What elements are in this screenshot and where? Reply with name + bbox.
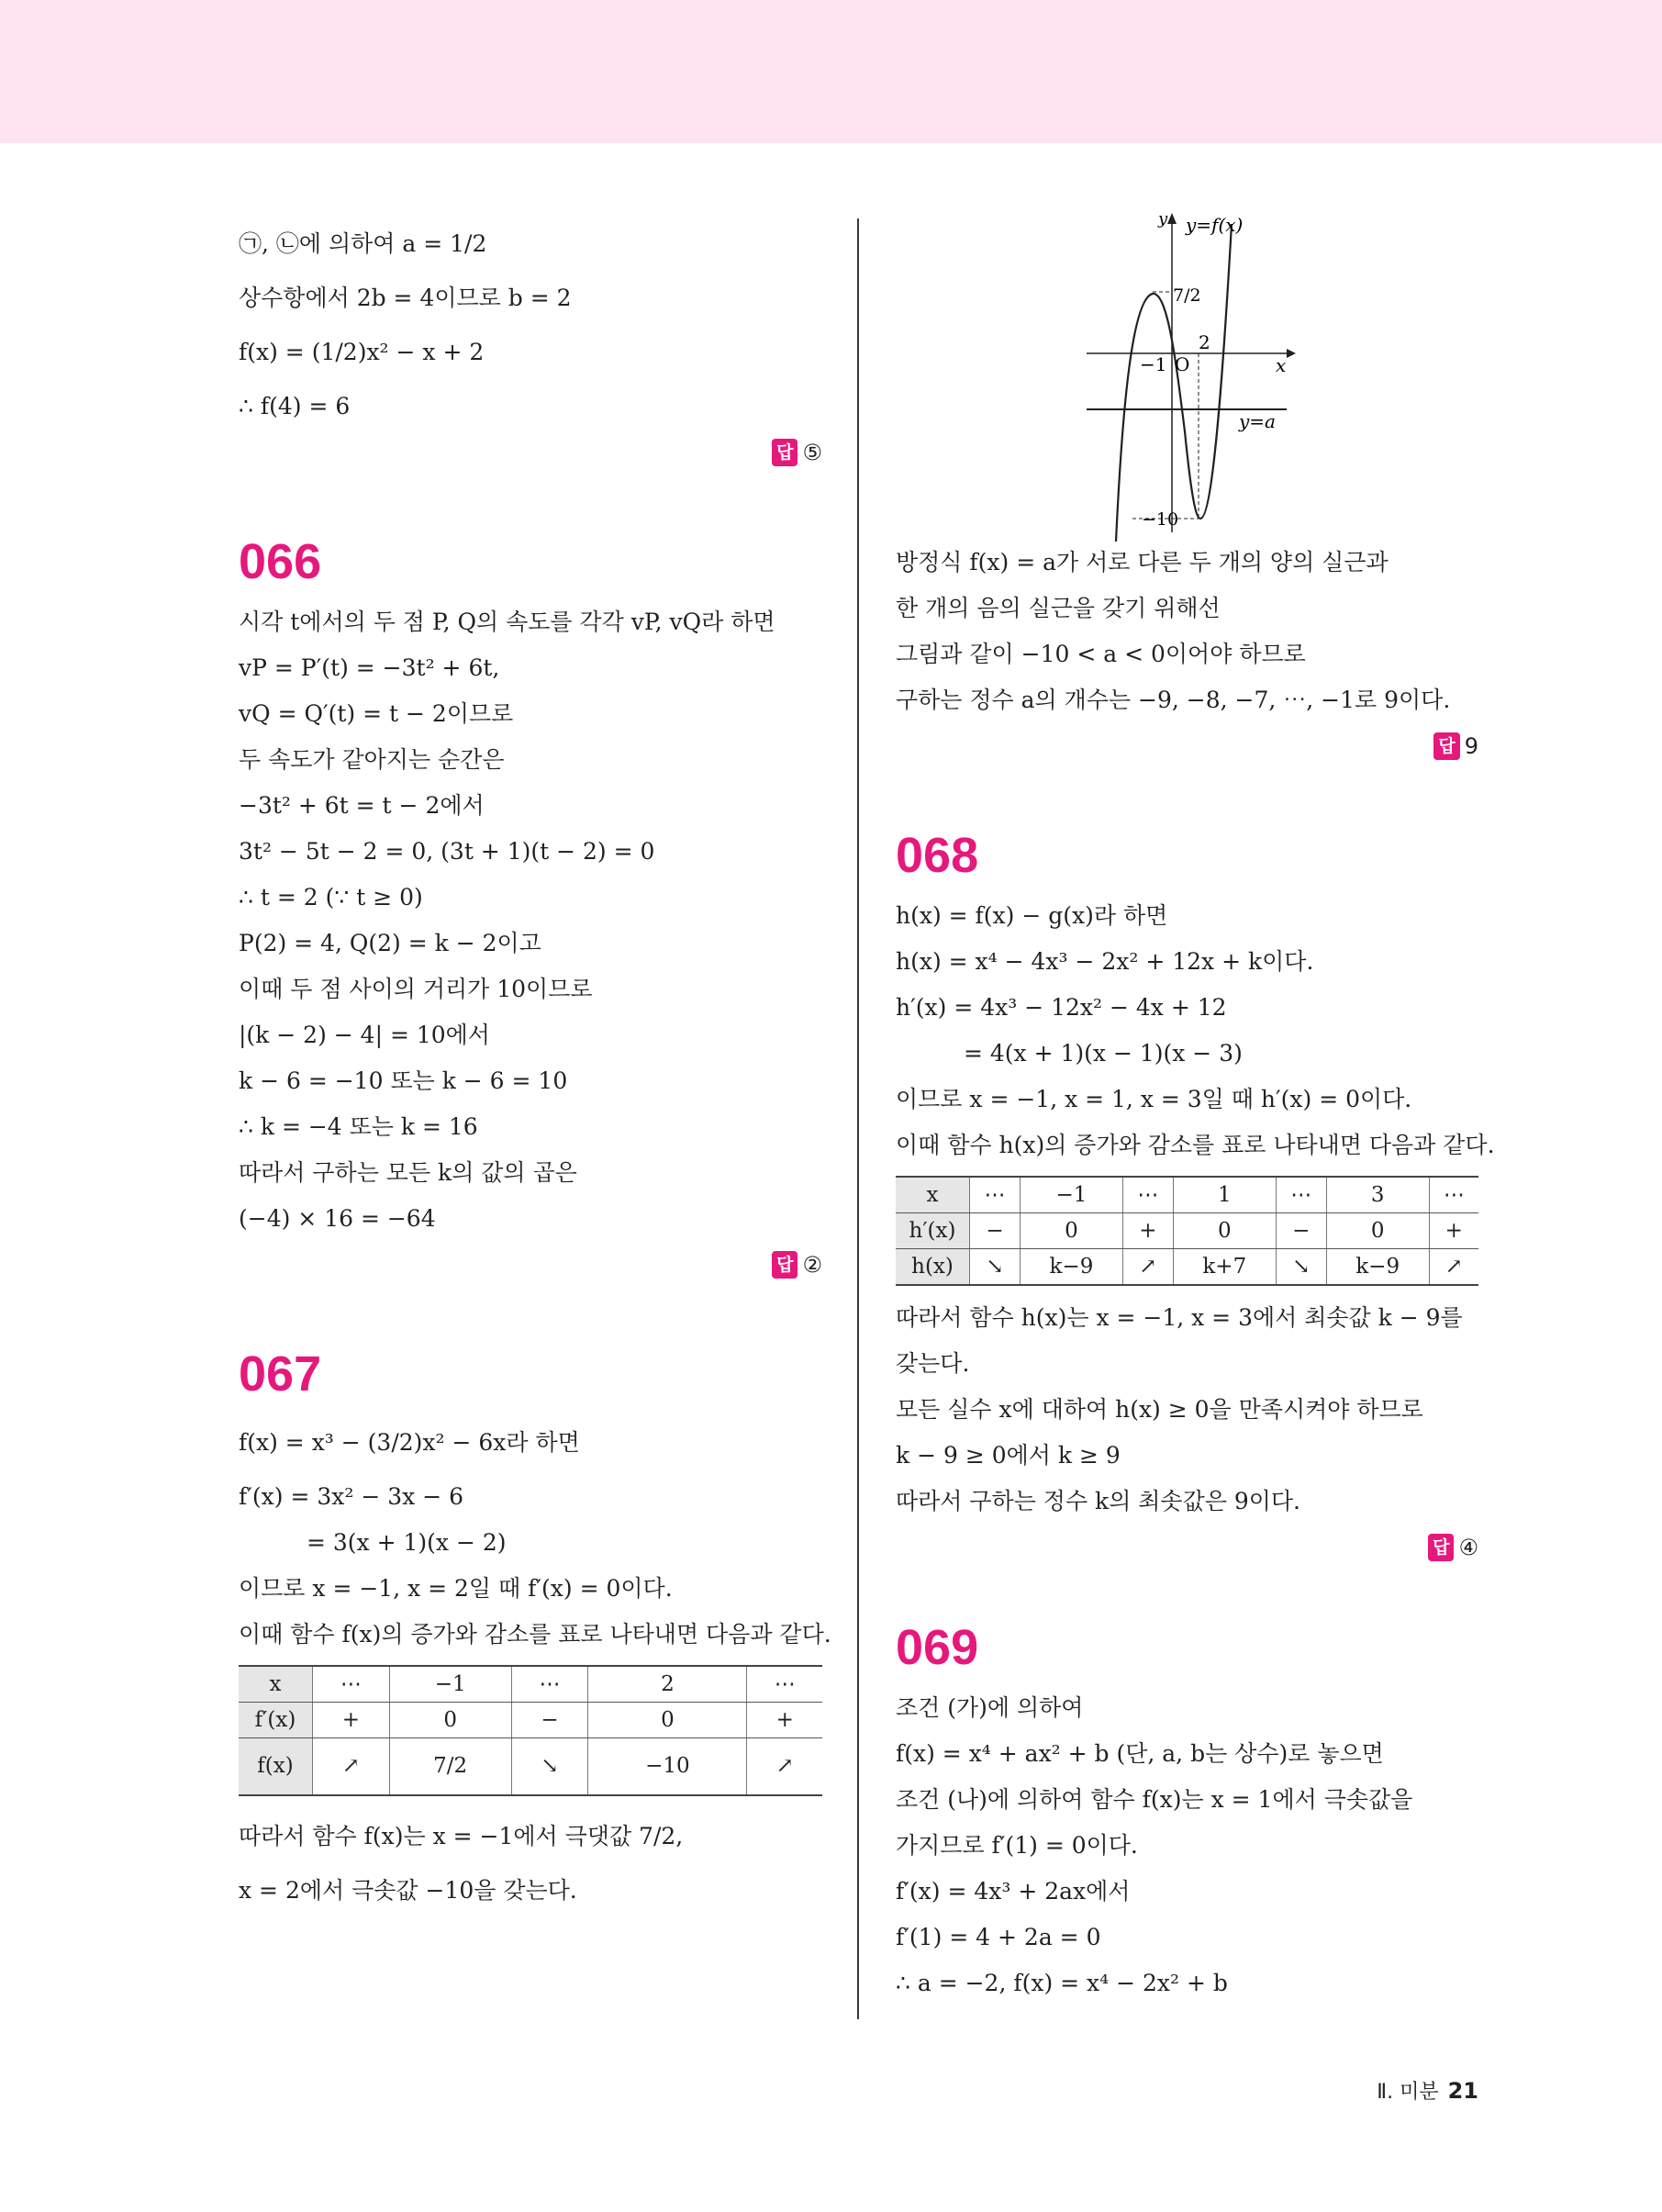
text-line: 이므로 x = −1, x = 2일 때 f′(x) = 0이다.	[239, 1575, 673, 1602]
text-line: 이때 함수 f(x)의 증가와 감소를 표로 나타내면 다음과 같다.	[239, 1621, 831, 1648]
table-cell: h′(x)	[896, 1213, 970, 1249]
answer-line	[896, 723, 1478, 768]
table-cell: k−9	[1326, 1249, 1429, 1286]
table-cell: x	[896, 1177, 970, 1213]
text-line: h(x) = x⁴ − 4x³ − 2x² + 12x + k이다.	[896, 948, 1314, 975]
variation-table	[239, 1665, 822, 1796]
table-cell: −	[1276, 1213, 1326, 1249]
min-value-label: −10	[1142, 509, 1179, 530]
text-line: 따라서 함수 h(x)는 x = −1, x = 3에서 최솟값 k − 9를	[896, 1304, 1463, 1331]
text-line: vQ = Q′(t) = t − 2이므로	[239, 700, 514, 727]
table-cell: +	[1122, 1213, 1173, 1249]
text-line: = 3(x + 1)(x − 2)	[307, 1529, 507, 1556]
text-line: vP = P′(t) = −3t² + 6t,	[239, 654, 500, 681]
table-row	[239, 1666, 822, 1703]
text-line: k − 9 ≥ 0에서 k ≥ 9	[896, 1442, 1121, 1469]
text-line: 갖는다.	[896, 1350, 970, 1377]
text-line: 조건 (가)에 의하여	[896, 1694, 1084, 1721]
x-axis-label: x	[1276, 354, 1287, 376]
table-cell: ⋯	[747, 1666, 822, 1703]
text-line: k − 6 = −10 또는 k − 6 = 10	[239, 1067, 568, 1094]
text-line: x = 2에서 극솟값 −10을 갖는다.	[239, 1876, 577, 1904]
table-cell: 1	[1173, 1177, 1276, 1213]
answer-line	[239, 430, 822, 475]
table-cell: h(x)	[896, 1249, 970, 1286]
column-divider	[857, 218, 859, 2019]
table-cell: x	[239, 1666, 313, 1703]
table-cell: 0	[389, 1703, 511, 1738]
text-line: 두 속도가 같아지는 순간은	[239, 746, 505, 773]
table-cell: ⋯	[313, 1666, 390, 1703]
text-line: 그림과 같이 −10 < a < 0이어야 하므로	[896, 641, 1306, 667]
answer-badge: 답	[772, 1251, 798, 1279]
text-line: 방정식 f(x) = a가 서로 다른 두 개의 양의 실근과	[896, 549, 1389, 575]
table-row	[239, 1738, 822, 1795]
text-line: 모든 실수 x에 대하여 h(x) ≥ 0을 만족시켜야 하므로	[896, 1396, 1423, 1423]
table-cell: +	[1429, 1213, 1478, 1249]
table-cell: ↗	[313, 1738, 390, 1795]
table-cell: f(x)	[239, 1738, 313, 1795]
table-cell: ⋯	[1122, 1177, 1173, 1213]
table-row	[896, 1177, 1478, 1213]
table-cell: ↘	[970, 1249, 1021, 1286]
text-line: (−4) × 16 = −64	[239, 1205, 436, 1232]
y-axis-label: y	[1158, 209, 1168, 229]
table-cell: ↘	[511, 1738, 588, 1795]
answer-badge: 답	[772, 439, 798, 466]
text-line: 구하는 정수 a의 개수는 −9, −8, −7, ⋯, −1로 9이다.	[896, 687, 1451, 713]
text-line: ㉠, ㉡에 의하여 a = 1/2	[239, 230, 487, 257]
table-cell: 0	[1173, 1213, 1276, 1249]
text-line: 상수항에서 2b = 4이므로 b = 2	[239, 285, 572, 311]
y-axis-arrow	[1167, 213, 1177, 224]
table-cell: −10	[588, 1738, 747, 1795]
text-line: 조건 (나)에 의하여 함수 f(x)는 x = 1에서 극솟값을	[896, 1786, 1413, 1813]
answer-line	[239, 1242, 822, 1287]
text-line: f′(x) = 3x² − 3x − 6	[239, 1483, 463, 1510]
max-value-label: 7/2	[1173, 285, 1201, 306]
text-line: 이므로 x = −1, x = 1, x = 3일 때 h′(x) = 0이다.	[896, 1086, 1412, 1112]
table-cell: −1	[1020, 1177, 1122, 1213]
table-cell: f′(x)	[239, 1703, 313, 1738]
answer-badge: 답	[1433, 732, 1459, 760]
answer-badge: 답	[1428, 1534, 1454, 1561]
table-cell: −	[511, 1703, 588, 1738]
table-cell: 7/2	[389, 1738, 511, 1795]
text-line: 시각 t에서의 두 점 P, Q의 속도를 각각 vP, vQ라 하면	[239, 609, 775, 635]
text-line: h′(x) = 4x³ − 12x² − 4x + 12	[896, 994, 1227, 1021]
origin-label: O	[1175, 353, 1190, 375]
table-cell: ↗	[1122, 1249, 1173, 1286]
answer-value: ②	[802, 1252, 822, 1278]
table-row	[896, 1249, 1478, 1286]
cubic-curve	[1116, 224, 1232, 542]
variation-table	[896, 1176, 1478, 1286]
text-line: f(x) = x³ − (3/2)x² − 6x라 하면	[239, 1429, 580, 1456]
page-footer	[1377, 2076, 1478, 2105]
x-minus1-label: −1	[1140, 353, 1167, 375]
problem-number: 068	[896, 828, 979, 883]
text-line: P(2) = 4, Q(2) = k − 2이고	[239, 930, 541, 956]
text-line: = 4(x + 1)(x − 1)(x − 3)	[964, 1040, 1243, 1067]
answer-value: ⑤	[802, 440, 822, 465]
section-label: Ⅱ. 미분	[1377, 2081, 1439, 2104]
table-row	[896, 1213, 1478, 1249]
text-line: |(k − 2) − 4| = 10에서	[239, 1022, 490, 1048]
table-cell: −1	[389, 1666, 511, 1703]
text-line: 이때 두 점 사이의 거리가 10이므로	[239, 976, 593, 1002]
table-cell: 0	[1326, 1213, 1429, 1249]
text-line: 따라서 함수 f(x)는 x = −1에서 극댓값 7/2,	[239, 1822, 684, 1849]
graph-svg	[896, 202, 1478, 542]
table-cell: +	[313, 1703, 390, 1738]
left-column	[239, 213, 831, 1914]
problem-number: 067	[239, 1346, 322, 1402]
right-column	[896, 202, 1495, 2006]
text-line: f′(1) = 4 + 2a = 0	[896, 1924, 1101, 1950]
text-line: 한 개의 음의 실근을 갖기 위해선	[896, 595, 1221, 621]
text-line: 가지므로 f′(1) = 0이다.	[896, 1832, 1138, 1859]
table-cell: 0	[1020, 1213, 1122, 1249]
text-line: ∴ a = −2, f(x) = x⁴ − 2x² + b	[896, 1970, 1228, 1996]
table-cell: ↗	[747, 1738, 822, 1795]
table-cell: k+7	[1173, 1249, 1276, 1286]
table-cell: k−9	[1020, 1249, 1122, 1286]
text-line: −3t² + 6t = t − 2에서	[239, 792, 485, 819]
answer-line	[896, 1525, 1478, 1570]
table-cell: 3	[1326, 1177, 1429, 1213]
text-line: h(x) = f(x) − g(x)라 하면	[896, 902, 1168, 929]
function-graph	[896, 202, 1478, 532]
problem-number: 066	[239, 534, 322, 589]
header-band	[0, 0, 1662, 143]
line-label: y=a	[1239, 410, 1276, 432]
table-cell: ↗	[1429, 1249, 1478, 1286]
text-line: f(x) = (1/2)x² − x + 2	[239, 339, 485, 365]
table-cell: ⋯	[511, 1666, 588, 1703]
text-line: ∴ f(4) = 6	[239, 393, 351, 419]
text-line: 따라서 구하는 정수 k의 최솟값은 9이다.	[896, 1488, 1300, 1514]
problem-number: 069	[896, 1620, 979, 1675]
answer-value: ④	[1458, 1535, 1478, 1560]
table-cell: ⋯	[1429, 1177, 1478, 1213]
table-cell: 2	[588, 1666, 747, 1703]
table-cell: ⋯	[970, 1177, 1021, 1213]
curve-label: y=f(x)	[1186, 214, 1244, 236]
table-cell: −	[970, 1213, 1021, 1249]
page-number: 21	[1447, 2078, 1478, 2104]
x-axis-arrow	[1287, 349, 1296, 358]
x-2-label: 2	[1199, 331, 1210, 353]
table-cell: ↘	[1276, 1249, 1326, 1286]
table-cell: ⋯	[1276, 1177, 1326, 1213]
table-row	[239, 1703, 822, 1738]
text-line: 3t² − 5t − 2 = 0, (3t + 1)(t − 2) = 0	[239, 838, 655, 865]
table-cell: +	[747, 1703, 822, 1738]
answer-value: 9	[1464, 733, 1478, 759]
text-line: f(x) = x⁴ + ax² + b (단, a, b는 상수)로 놓으면	[896, 1740, 1384, 1767]
text-line: ∴ k = −4 또는 k = 16	[239, 1113, 478, 1140]
text-line: ∴ t = 2 (∵ t ≥ 0)	[239, 884, 423, 910]
text-line: 이때 함수 h(x)의 증가와 감소를 표로 나타내면 다음과 같다.	[896, 1132, 1495, 1158]
text-line: f′(x) = 4x³ + 2ax에서	[896, 1878, 1131, 1905]
text-line: 따라서 구하는 모든 k의 값의 곱은	[239, 1159, 577, 1186]
table-cell: 0	[588, 1703, 747, 1738]
